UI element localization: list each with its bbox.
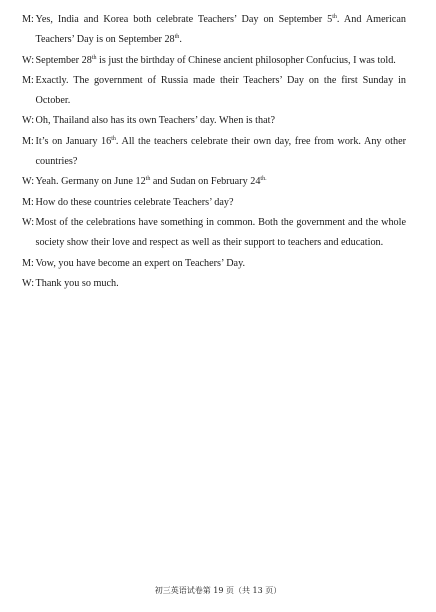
- text-segment: Thank you so much.: [35, 277, 119, 289]
- utterance-text: [36, 51, 407, 71]
- dialogue-line: [22, 213, 406, 254]
- speaker-label: W:: [22, 176, 35, 188]
- dialogue-transcript: [22, 10, 406, 294]
- speaker-label: M:: [22, 196, 34, 208]
- utterance-text: [36, 10, 407, 51]
- dialogue-line: [22, 193, 406, 213]
- text-segment: Exactly. The government of Russia made their Teachers’ Day on the first Sunday in October.: [35, 74, 406, 107]
- ordinal-suffix: th: [174, 34, 180, 41]
- speaker-label: W:: [22, 115, 35, 127]
- speaker-label: M:: [22, 74, 34, 86]
- utterance-text: [36, 274, 407, 294]
- text-segment: . All the teachers celebrate their own day, free from work. Any other countries?: [35, 135, 406, 168]
- text-segment: It’s on January 16: [35, 135, 112, 147]
- dialogue-line: [22, 172, 406, 192]
- dialogue-line: [22, 254, 406, 274]
- speaker-label: M:: [22, 14, 34, 25]
- text-segment: Most of the celebrations have something in common. Both the government and the whole society show their love and respect as well as their support to teachers and education.: [35, 216, 406, 249]
- speaker-label: M:: [22, 257, 34, 269]
- utterance-text: [36, 111, 407, 131]
- dialogue-line: [22, 71, 406, 112]
- text-segment: . And American Teachers’ Day is on September 28: [35, 14, 406, 46]
- utterance-text: [36, 172, 407, 192]
- speaker-label: W:: [22, 216, 35, 228]
- speaker-label: W:: [22, 54, 35, 66]
- utterance-text: [36, 193, 407, 213]
- text-segment: September 28: [35, 54, 92, 66]
- dialogue-line: [22, 274, 406, 294]
- text-segment: is just the birthday of Chinese ancient philosopher Confucius, I was told.: [96, 54, 396, 66]
- text-segment: .: [179, 34, 182, 46]
- ordinal-suffix: th: [91, 54, 97, 61]
- ordinal-suffix: th.: [260, 176, 267, 183]
- utterance-text: [36, 254, 407, 274]
- speaker-label: M:: [22, 135, 34, 147]
- dialogue-line: [22, 10, 406, 51]
- text-segment: Yeah. Germany on June 12: [35, 176, 146, 188]
- text-segment: Vow, you have become an expert on Teachers’ Day.: [35, 257, 246, 269]
- utterance-text: [36, 71, 407, 112]
- ordinal-suffix: th: [332, 14, 337, 20]
- text-segment: and Sudan on February 24: [150, 176, 261, 188]
- text-segment: Oh, Thailand also has its own Teachers’ day. When is that?: [35, 115, 275, 127]
- text-segment: How do these countries celebrate Teachers’ day?: [35, 196, 234, 208]
- ordinal-suffix: th: [111, 135, 116, 142]
- text-segment: Yes, India and Korea both celebrate Teachers’ Day on September 5: [35, 14, 333, 25]
- utterance-text: [36, 132, 407, 173]
- dialogue-line: [22, 111, 406, 131]
- page-footer: 初三英语试卷第 19 页（共 13 页）: [154, 586, 282, 595]
- speaker-label: W:: [22, 277, 35, 289]
- dialogue-line: [22, 132, 406, 173]
- ordinal-suffix: th: [145, 176, 151, 183]
- dialogue-line: [22, 51, 406, 71]
- utterance-text: [36, 213, 407, 254]
